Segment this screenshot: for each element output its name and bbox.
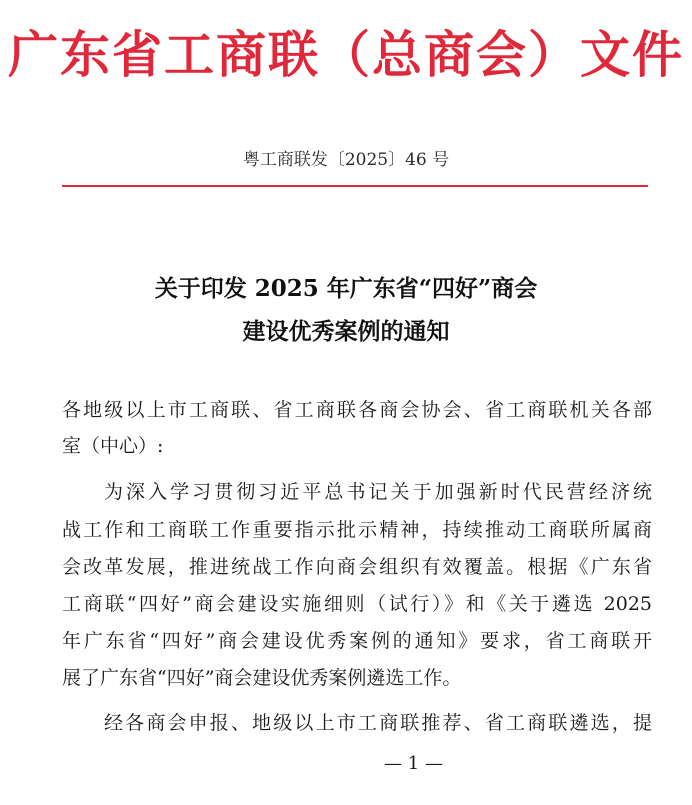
notice-title-line-1: 关于印发 2025 年广东省“四好”商会 [154, 275, 538, 302]
paragraph-1-line-2: 战工作和工商联工作重要指示批示精神，持续推动工商联所属商 [62, 519, 652, 541]
paragraph-1-line-5: 年广东省“四好”商会建设优秀案例的通知》要求，省工商联开 [62, 630, 652, 652]
paragraph-1-line-3: 会改革发展，推进统战工作向商会组织有效覆盖。根据《广东省 [62, 556, 652, 578]
paragraph-2-line-1: 经各商会申报、地级以上市工商联推荐、省工商联遴选，提 [104, 712, 652, 734]
paragraph-1-line-4: 工商联“四好”商会建设实施细则（试行）》和《关于遴选 2025 [62, 593, 652, 615]
document-header-title: 广东省工商联（总商会）文件 [8, 26, 684, 84]
red-divider-line [62, 185, 648, 187]
salutation-line-2: 室（中心）: [62, 435, 164, 457]
notice-title-line-2: 建设优秀案例的通知 [242, 318, 450, 345]
salutation-line-1: 各地级以上市工商联、省工商联各商会协会、省工商联机关各部 [62, 399, 652, 421]
page-number: — 1 — [384, 753, 443, 774]
paragraph-1-line-1: 为深入学习贯彻习近平总书记关于加强新时代民营经济统 [104, 481, 652, 503]
document-number: 粤工商联发〔2025〕46 号 [242, 150, 450, 170]
paragraph-1-line-6: 展了广东省“四好”商会建设优秀案例遴选工作。 [62, 667, 462, 689]
